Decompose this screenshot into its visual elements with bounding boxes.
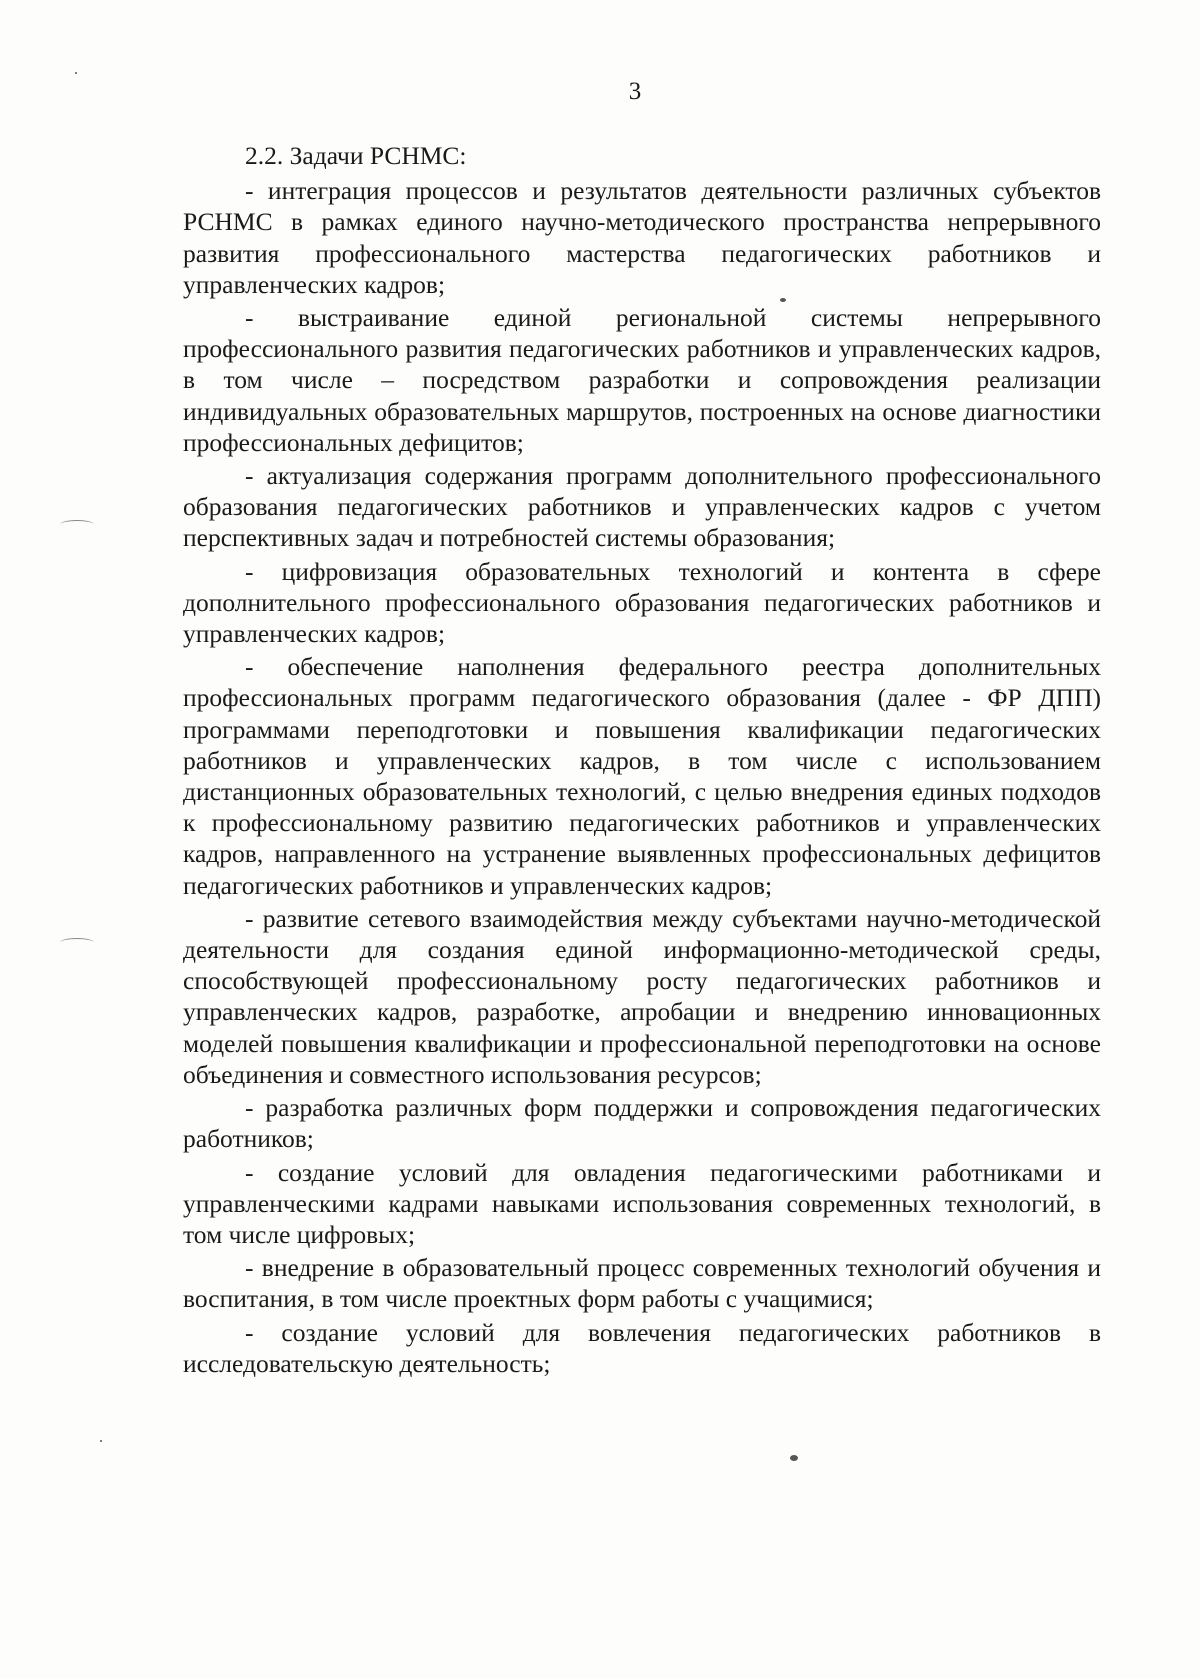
section-content [183,140,1101,1379]
scan-speck [100,1440,102,1442]
scan-mark [60,520,94,529]
task-item-9: - внедрение в образовательный процесс современных технологий обучения и воспитания, в том числе проектных форм работы с учащимися; [183,1253,1101,1314]
section-heading: 2.2. Задачи РСНМС: [245,141,467,170]
task-item-6: - развитие сетевого взаимодействия между субъектами научно-методической деятельности для создания единой информационно-методической среды, способствующей профессиональному росту педагогических работников и управленческих кадров, разработке, апробации и внедрению инновационных моделей повышения квалификации и профессиональной переподготовки на основе объединения и совместного использования ресурсов; [183,903,1101,1089]
scan-speck [75,72,77,74]
task-item-2: - выстраивание единой региональной системы непрерывного профессионального развития педагогических работников и управленческих кадров, в том числе – посредством разработки и сопровождения реализации индивидуальных образовательных маршрутов, построенных на основе диагностики профессиональных дефицитов; [183,303,1101,457]
task-item-5: - обеспечение наполнения федерального реестра дополнительных профессиональных программ педагогического образования (далее - ФР ДПП) программами переподготовки и повышения квалификации педагогических работников и управленческих кадров, в том числе с использованием дистанционных образовательных технологий, с целью внедрения единых подходов к профессиональному развитию педагогических работников и управленческих кадров, направленного на устранение выявленных профессиональных дефицитов педагогических работников и управленческих кадров; [183,652,1101,900]
scan-speck [790,1455,798,1461]
task-item-1: - интеграция процессов и результатов деятельности различных субъектов РСНМС в рамках единого научно-методического пространства непрерывного развития профессионального мастерства педагогических работников и управленческих кадров; [183,176,1101,299]
page-number: 3 [628,78,642,105]
task-item-4: - цифровизация образовательных технологий и контента в сфере дополнительного профессионального образования педагогических работников и управленческих кадров; [183,556,1101,649]
task-item-3: - актуализация содержания программ дополнительного профессионального образования педагогических работников и управленческих кадров с учетом перспективных задач и потребностей системы образования; [183,461,1101,553]
task-item-8: - создание условий для овладения педагогическими работниками и управленческими кадрами навыками использования современных технологий, в том числе цифровых; [183,1157,1101,1249]
scan-speck [780,298,786,302]
task-item-10: - создание условий для вовлечения педагогических работников в исследовательскую деятельность; [183,1317,1101,1378]
task-item-7: - разработка различных форм поддержки и сопровождения педагогических работников; [183,1093,1101,1154]
scan-mark [60,938,94,947]
